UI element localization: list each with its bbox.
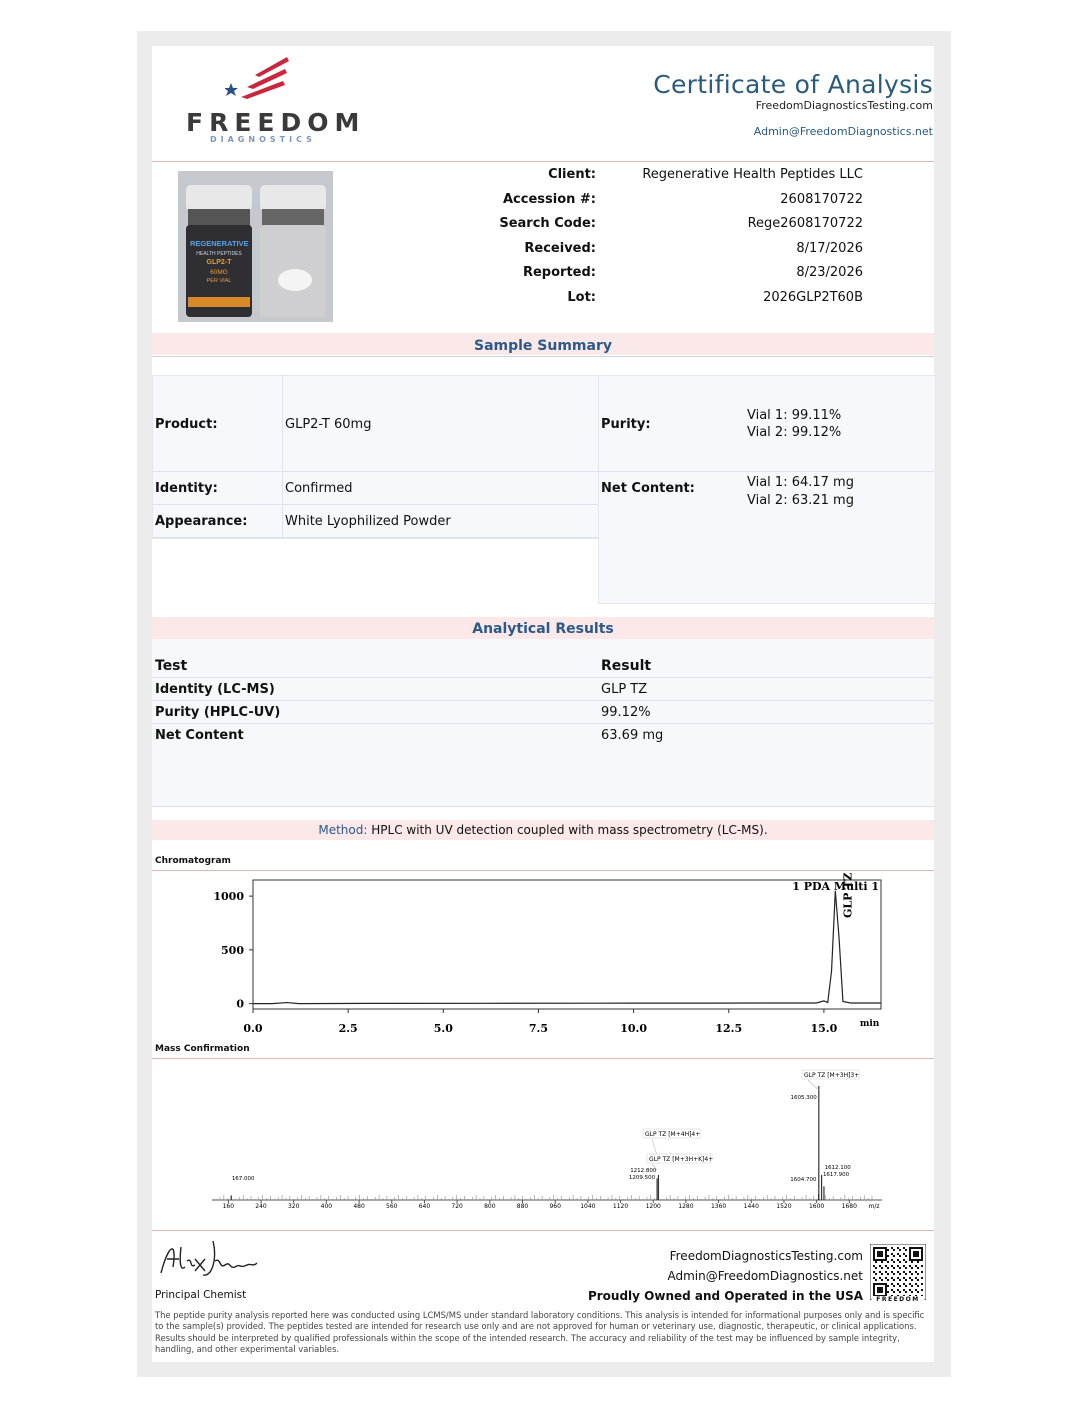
info-label: Client: <box>548 167 596 182</box>
col-result-header: Result <box>601 658 652 674</box>
qr-module <box>921 1259 923 1261</box>
method-bar <box>152 820 934 840</box>
qr-module <box>921 1255 923 1257</box>
footer-website[interactable]: FreedomDiagnosticsTesting.com <box>669 1249 863 1263</box>
qr-module <box>873 1277 875 1279</box>
chart-legend: 1 PDA Multi 1 <box>792 880 879 893</box>
qr-module <box>873 1293 875 1295</box>
qr-module <box>877 1283 879 1285</box>
mass-x-tick-label: 1600 <box>808 1203 825 1210</box>
qr-module <box>875 1279 877 1281</box>
qr-module <box>879 1247 881 1249</box>
qr-module <box>873 1251 875 1253</box>
plot-frame <box>253 880 881 1009</box>
footer-email[interactable]: Admin@FreedomDiagnostics.net <box>667 1269 863 1283</box>
qr-module <box>909 1253 911 1255</box>
qr-module <box>897 1277 899 1279</box>
qr-module <box>885 1265 887 1267</box>
result-test: Purity (HPLC-UV) <box>155 705 281 720</box>
qr-module <box>909 1257 911 1259</box>
qr-module <box>881 1273 883 1275</box>
qr-module <box>915 1255 917 1257</box>
qr-module <box>911 1267 913 1269</box>
qr-module <box>875 1261 877 1263</box>
method-text: HPLC with UV detection coupled with mass spectrometry (LC-MS). <box>371 823 768 837</box>
qr-module <box>885 1249 887 1251</box>
disclaimer-text: The peptide purity analysis reported here was conducted using LCMS/MS under standard laboratory conditions. This analysis is intended for informational purposes only and is specific to the sample(s) provided. The peptides tested are intended for research use only and are not approved for human or veterinary use, diagnostic, therapeutic, or clinical applications. Results should be interpreted by qualified professionals within the scope of the intended research. The accuracy and reliability of the test may be influenced by sample integrity, handling, and other experimental variables. <box>155 1310 925 1355</box>
qr-module <box>899 1285 901 1287</box>
qr-module <box>885 1259 887 1261</box>
qr-module <box>909 1271 911 1273</box>
qr-module <box>915 1247 917 1249</box>
qr-module <box>879 1287 881 1289</box>
net-vial-1: Vial 1: 64.17 mg <box>747 475 854 490</box>
qr-module <box>917 1253 919 1255</box>
qr-module <box>885 1271 887 1273</box>
qr-module <box>881 1247 883 1249</box>
qr-module <box>887 1267 889 1269</box>
mass-x-tick-label: 320 <box>287 1203 300 1210</box>
qr-module <box>891 1247 893 1249</box>
qr-module <box>877 1251 879 1253</box>
qr-module <box>881 1283 883 1285</box>
info-label: Reported: <box>522 265 596 281</box>
qr-module <box>905 1285 907 1287</box>
qr-module <box>903 1271 905 1273</box>
mass-x-tick-label: 880 <box>516 1203 529 1210</box>
qr-module <box>891 1253 893 1255</box>
qr-module <box>893 1279 895 1281</box>
qr-module <box>887 1285 889 1287</box>
qr-module <box>899 1261 901 1263</box>
qr-module <box>877 1287 879 1289</box>
peak-value-label: 1212.800 <box>630 1168 657 1174</box>
info-value: 8/17/2026 <box>796 240 863 256</box>
qr-module <box>903 1289 905 1291</box>
qr-module <box>917 1251 919 1253</box>
qr-module <box>893 1291 895 1293</box>
mass-x-unit: m/z <box>868 1203 880 1210</box>
qr-module <box>921 1277 923 1279</box>
info-label: Received: <box>524 240 596 256</box>
qr-caption: FREEDOM <box>872 1296 924 1303</box>
mass-x-tick-label: 800 <box>484 1203 496 1210</box>
qr-module <box>903 1283 905 1285</box>
mass-x-tick-label: 400 <box>320 1203 333 1210</box>
product-photo: REGENERATIVE HEALTH PEPTIDES GLP2-T 60MG PER VIAL <box>178 171 333 322</box>
qr-module <box>903 1259 905 1261</box>
qr-module <box>913 1247 915 1249</box>
qr-module <box>873 1257 875 1259</box>
x-tick-label: 15.0 <box>810 1022 838 1035</box>
qr-module <box>909 1265 911 1267</box>
qr-module <box>915 1271 917 1273</box>
qr-module <box>911 1247 913 1249</box>
qr-module <box>885 1285 887 1287</box>
qr-code-icon[interactable] <box>870 1244 926 1300</box>
qr-module <box>913 1259 915 1261</box>
qr-module <box>873 1259 875 1261</box>
mass-x-tick-label: 1200 <box>645 1203 661 1210</box>
qr-module <box>899 1291 901 1293</box>
x-unit-label: min <box>859 1019 880 1029</box>
qr-module <box>903 1277 905 1279</box>
qr-module <box>885 1277 887 1279</box>
qr-module <box>911 1279 913 1281</box>
qr-module <box>875 1267 877 1269</box>
identity-label: Identity: <box>155 481 218 496</box>
qr-module <box>877 1259 879 1261</box>
qr-module <box>881 1251 883 1253</box>
header-divider <box>152 161 934 162</box>
qr-module <box>919 1247 921 1249</box>
qr-module <box>915 1283 917 1285</box>
info-label: Accession #: <box>502 191 596 207</box>
x-tick-label: 10.0 <box>620 1022 648 1035</box>
qr-module <box>885 1289 887 1291</box>
peak-value-label: 167.000 <box>231 1176 255 1182</box>
peak-label: GLP TZ <box>841 872 855 918</box>
mass-x-tick-label: 1280 <box>678 1203 694 1210</box>
mass-x-tick-label: 640 <box>418 1203 431 1210</box>
qr-module <box>885 1247 887 1249</box>
qr-module <box>893 1285 895 1287</box>
net-vial-2: Vial 2: 63.21 mg <box>747 493 854 508</box>
header-website[interactable]: FreedomDiagnosticsTesting.com <box>755 99 933 112</box>
qr-module <box>875 1247 877 1249</box>
annotation-leader <box>808 1080 819 1090</box>
mass-x-tick-label: 1120 <box>612 1203 629 1210</box>
mass-x-tick-label: 960 <box>549 1203 561 1210</box>
qr-module <box>885 1287 887 1289</box>
qr-module <box>909 1259 911 1261</box>
qr-module <box>921 1271 923 1273</box>
qr-module <box>921 1289 923 1291</box>
qr-module <box>899 1255 901 1257</box>
mass-confirmation-heading: Mass Confirmation <box>155 1044 250 1054</box>
qr-module <box>879 1271 881 1273</box>
qr-module <box>909 1283 911 1285</box>
qr-module <box>881 1253 883 1255</box>
appearance-value: White Lyophilized Powder <box>285 514 451 529</box>
qr-module <box>873 1247 875 1249</box>
qr-module <box>903 1265 905 1267</box>
footer-tagline: Proudly Owned and Operated in the USA <box>587 1289 863 1303</box>
qr-module <box>887 1291 889 1293</box>
qr-module <box>921 1247 923 1249</box>
qr-module <box>881 1261 883 1263</box>
qr-module <box>873 1285 875 1287</box>
qr-module <box>899 1267 901 1269</box>
result-value: 99.12% <box>601 705 651 720</box>
qr-module <box>897 1289 899 1291</box>
qr-module <box>891 1283 893 1285</box>
qr-module <box>885 1283 887 1285</box>
qr-module <box>905 1279 907 1281</box>
purity-vial-1: Vial 1: 99.11% <box>747 408 842 423</box>
chromatogram-heading: Chromatogram <box>155 856 231 866</box>
qr-module <box>879 1283 881 1285</box>
qr-module <box>887 1279 889 1281</box>
mass-x-tick-label: 480 <box>353 1203 365 1210</box>
qr-module <box>893 1273 895 1275</box>
qr-module <box>905 1255 907 1257</box>
qr-module <box>897 1265 899 1267</box>
qr-module <box>917 1255 919 1257</box>
qr-module <box>921 1283 923 1285</box>
qr-module <box>891 1271 893 1273</box>
result-test: Identity (LC-MS) <box>155 682 275 697</box>
qr-module <box>917 1267 919 1269</box>
qr-module <box>877 1247 879 1249</box>
qr-module <box>873 1287 875 1289</box>
qr-module <box>909 1251 911 1253</box>
info-value: 8/23/2026 <box>796 265 863 281</box>
mass-x-tick-label: 160 <box>222 1203 235 1210</box>
qr-module <box>915 1259 917 1261</box>
qr-module <box>885 1293 887 1295</box>
qr-module <box>911 1259 913 1261</box>
peak-value-label: 1605.300 <box>790 1095 817 1101</box>
qr-module <box>897 1283 899 1285</box>
qr-module <box>899 1249 901 1251</box>
qr-module <box>881 1259 883 1261</box>
qr-module <box>911 1291 913 1293</box>
info-value: 2026GLP2T60B <box>763 290 863 305</box>
qr-module <box>877 1289 879 1291</box>
mass-x-tick-label: 1520 <box>776 1203 792 1210</box>
x-tick-label: 7.5 <box>528 1022 549 1035</box>
qr-module <box>877 1255 879 1257</box>
qr-module <box>873 1271 875 1273</box>
peak-value-label: 1209.500 <box>628 1175 656 1181</box>
qr-module <box>893 1267 895 1269</box>
mass-spectrum-chart <box>152 1060 934 1220</box>
qr-module <box>881 1255 883 1257</box>
qr-module <box>873 1249 875 1251</box>
qr-module <box>877 1253 879 1255</box>
annotation-label: GLP TZ [M+4H]4+ <box>645 1131 701 1138</box>
qr-module <box>921 1265 923 1267</box>
annotation-label: GLP TZ [M+3H]3+ <box>804 1072 860 1079</box>
qr-module <box>909 1247 911 1249</box>
qr-module <box>891 1289 893 1291</box>
qr-module <box>873 1255 875 1257</box>
mass-x-tick-label: 240 <box>255 1203 267 1210</box>
mass-x-tick-label: 1360 <box>710 1203 727 1210</box>
qr-module <box>913 1255 915 1257</box>
qr-module <box>909 1249 911 1251</box>
qr-module <box>883 1259 885 1261</box>
qr-module <box>911 1273 913 1275</box>
y-tick-label: 500 <box>221 943 244 957</box>
result-test: Net Content <box>155 728 244 743</box>
qr-module <box>917 1261 919 1263</box>
qr-module <box>921 1253 923 1255</box>
qr-module <box>915 1289 917 1291</box>
appearance-label: Appearance: <box>155 514 248 529</box>
qr-module <box>875 1259 877 1261</box>
qr-module <box>903 1247 905 1249</box>
qr-module <box>891 1265 893 1267</box>
result-value: GLP TZ <box>601 682 648 697</box>
qr-module <box>899 1273 901 1275</box>
method-label: Method: <box>318 823 368 837</box>
qr-module <box>917 1273 919 1275</box>
x-tick-label: 2.5 <box>338 1022 358 1035</box>
qr-module <box>921 1249 923 1251</box>
qr-module <box>885 1251 887 1253</box>
qr-module <box>917 1259 919 1261</box>
qr-module <box>879 1259 881 1261</box>
qr-module <box>917 1247 919 1249</box>
qr-module <box>879 1277 881 1279</box>
qr-module <box>915 1253 917 1255</box>
y-tick-label: 0 <box>236 997 244 1011</box>
info-label: Search Code: <box>499 216 596 232</box>
mass-x-tick-label: 560 <box>386 1203 398 1210</box>
mass-x-tick-label: 1440 <box>743 1203 759 1210</box>
purity-label: Purity: <box>601 417 651 432</box>
qr-module <box>885 1253 887 1255</box>
qr-module <box>905 1273 907 1275</box>
info-value: Regenerative Health Peptides LLC <box>642 167 863 182</box>
analytical-results-heading: Analytical Results <box>152 617 934 639</box>
qr-module <box>903 1253 905 1255</box>
qr-module <box>891 1277 893 1279</box>
qr-module <box>921 1251 923 1253</box>
info-label: Lot: <box>567 290 596 305</box>
qr-module <box>873 1253 875 1255</box>
qr-module <box>915 1251 917 1253</box>
mass-x-tick-label: 1040 <box>580 1203 596 1210</box>
qr-module <box>887 1255 889 1257</box>
qr-module <box>921 1257 923 1259</box>
qr-module <box>873 1289 875 1291</box>
qr-module <box>881 1267 883 1269</box>
qr-module <box>873 1291 875 1293</box>
qr-module <box>885 1255 887 1257</box>
qr-module <box>885 1257 887 1259</box>
identity-value: Confirmed <box>285 481 353 496</box>
qr-module <box>891 1259 893 1261</box>
qr-module <box>873 1283 875 1285</box>
purity-vial-2: Vial 2: 99.12% <box>747 425 842 440</box>
qr-module <box>879 1251 881 1253</box>
qr-module <box>885 1291 887 1293</box>
net-content-label: Net Content: <box>601 481 695 496</box>
qr-module <box>913 1253 915 1255</box>
qr-module <box>909 1289 911 1291</box>
peak-value-label: 1612.100 <box>824 1165 851 1171</box>
header-email[interactable]: Admin@FreedomDiagnostics.net <box>753 125 933 138</box>
qr-module <box>883 1283 885 1285</box>
mass-x-tick-label: 720 <box>451 1203 463 1210</box>
qr-module <box>911 1285 913 1287</box>
qr-module <box>905 1267 907 1269</box>
peak-value-label: 1604.700 <box>790 1177 817 1183</box>
product-label: Product: <box>155 417 218 432</box>
qr-module <box>915 1277 917 1279</box>
product-value: GLP2-T 60mg <box>285 417 372 432</box>
qr-module <box>897 1259 899 1261</box>
x-tick-label: 12.5 <box>715 1022 743 1035</box>
qr-module <box>873 1265 875 1267</box>
y-tick-label: 1000 <box>213 890 244 904</box>
qr-module <box>893 1249 895 1251</box>
x-tick-label: 5.0 <box>433 1022 453 1035</box>
qr-module <box>879 1265 881 1267</box>
info-value: 2608170722 <box>780 191 863 207</box>
flag-logo-icon <box>225 55 293 103</box>
qr-module <box>879 1253 881 1255</box>
qr-module <box>905 1261 907 1263</box>
qr-module <box>887 1261 889 1263</box>
mass-x-tick-label: 1680 <box>841 1203 857 1210</box>
qr-module <box>881 1289 883 1291</box>
chromatogram-chart <box>152 872 934 1044</box>
qr-module <box>893 1261 895 1263</box>
qr-module <box>879 1289 881 1291</box>
logo-wordmark: FREEDOM <box>186 108 366 137</box>
qr-module <box>875 1273 877 1275</box>
qr-module <box>887 1273 889 1275</box>
sample-summary-heading: Sample Summary <box>152 333 934 355</box>
qr-module <box>899 1279 901 1281</box>
qr-module <box>919 1259 921 1261</box>
qr-module <box>881 1279 883 1281</box>
chromatogram-trace <box>253 891 881 1004</box>
logo-subtitle: DIAGNOSTICS <box>210 135 316 144</box>
col-test-header: Test <box>155 658 188 674</box>
document-title: Certificate of Analysis <box>653 70 933 99</box>
info-value: Rege2608170722 <box>747 216 863 232</box>
qr-module <box>915 1265 917 1267</box>
result-value: 63.69 mg <box>601 728 664 743</box>
peak-value-label: 1617.900 <box>822 1172 850 1178</box>
signature-image <box>155 1237 259 1281</box>
qr-module <box>905 1249 907 1251</box>
qr-module <box>913 1251 915 1253</box>
qr-module <box>881 1291 883 1293</box>
qr-module <box>905 1291 907 1293</box>
qr-module <box>897 1271 899 1273</box>
qr-module <box>881 1287 883 1289</box>
qr-module <box>879 1291 881 1293</box>
qr-module <box>909 1255 911 1257</box>
qr-module <box>917 1291 919 1293</box>
x-tick-label: 0.0 <box>243 1022 263 1035</box>
qr-module <box>883 1247 885 1249</box>
qr-module <box>875 1283 877 1285</box>
qr-module <box>917 1285 919 1287</box>
qr-module <box>887 1249 889 1251</box>
qr-module <box>897 1253 899 1255</box>
qr-module <box>893 1255 895 1257</box>
qr-module <box>879 1255 881 1257</box>
annotation-label: GLP TZ [M+3H+K]4+ <box>649 1156 714 1163</box>
qr-module <box>909 1277 911 1279</box>
qr-module <box>917 1279 919 1281</box>
qr-module <box>897 1247 899 1249</box>
qr-module <box>911 1261 913 1263</box>
qr-module <box>877 1291 879 1293</box>
signer-role: Principal Chemist <box>155 1289 247 1301</box>
